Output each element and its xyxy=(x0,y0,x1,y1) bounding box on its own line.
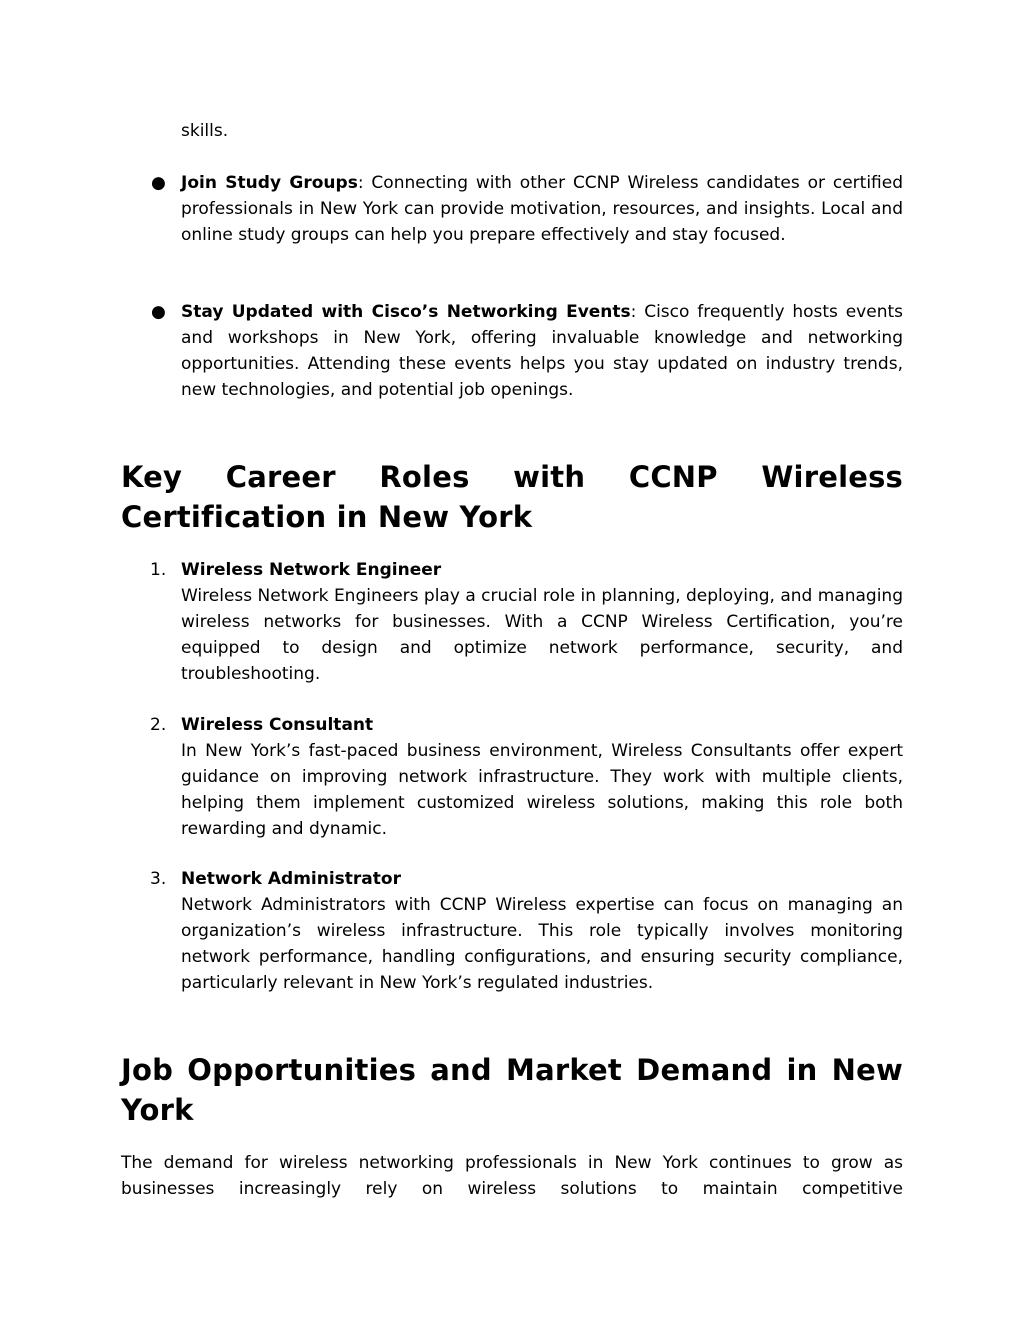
tip-text: : Cisco frequently hosts events and workshops in New York, offering invaluable knowledge and networking opportunities. Attending these events helps you stay updated on industry trends, new technologies, and potential job openings. xyxy=(181,302,903,400)
tip-text: : Connecting with other CCNP Wireless candidates or certified professionals in New York can provide motivation, resources, and insights. Local and online study groups can help you prepare effectively and stay focused. xyxy=(181,173,903,245)
role-title: Wireless Network Engineer xyxy=(181,560,442,580)
section-heading-job-opportunities: Job Opportunities and Market Demand in New York xyxy=(121,1053,903,1127)
role-description: Wireless Network Engineers play a crucial role in planning, deploying, and managing wireless networks for businesses. With a CCNP Wireless Certification, you’re equipped to design and optimize network performance, security, and troubleshooting. xyxy=(181,586,903,684)
list-number: 2. xyxy=(150,715,167,735)
role-item-wireless-consultant xyxy=(181,712,903,842)
section-heading-career-roles: Key Career Roles with CCNP Wireless Certification in New York xyxy=(121,460,903,534)
tip-study-groups xyxy=(181,170,903,248)
role-title: Wireless Consultant xyxy=(181,715,374,735)
role-item-wireless-network-engineer xyxy=(181,557,903,687)
role-description: In New York’s fast-paced business environment, Wireless Consultants offer expert guidance on improving network infrastructure. They work with multiple clients, helping them implement customized wireless solutions, making this role both rewarding and dynamic. xyxy=(181,741,903,839)
bullet-marker: ● xyxy=(151,302,166,322)
tip-title: Join Study Groups xyxy=(181,173,358,193)
role-item-network-administrator xyxy=(181,866,903,996)
market-demand-paragraph: The demand for wireless networking professionals in New York continues to grow as businesses increasingly rely on wireless solutions to maintain competitive xyxy=(121,1153,903,1199)
list-number: 1. xyxy=(150,560,167,580)
tip-networking-events xyxy=(181,299,903,403)
bullet-marker: ● xyxy=(151,173,166,193)
continuation-text: skills. xyxy=(181,121,229,141)
role-description: Network Administrators with CCNP Wireless expertise can focus on managing an organization’s wireless infrastructure. This role typically involves monitoring network performance, handling configurations, and ensuring security compliance, particularly relevant in New York’s regulated industries. xyxy=(181,895,903,993)
role-title: Network Administrator xyxy=(181,869,401,889)
tip-title: Stay Updated with Cisco’s Networking Events xyxy=(181,302,631,322)
list-number: 3. xyxy=(150,869,167,889)
